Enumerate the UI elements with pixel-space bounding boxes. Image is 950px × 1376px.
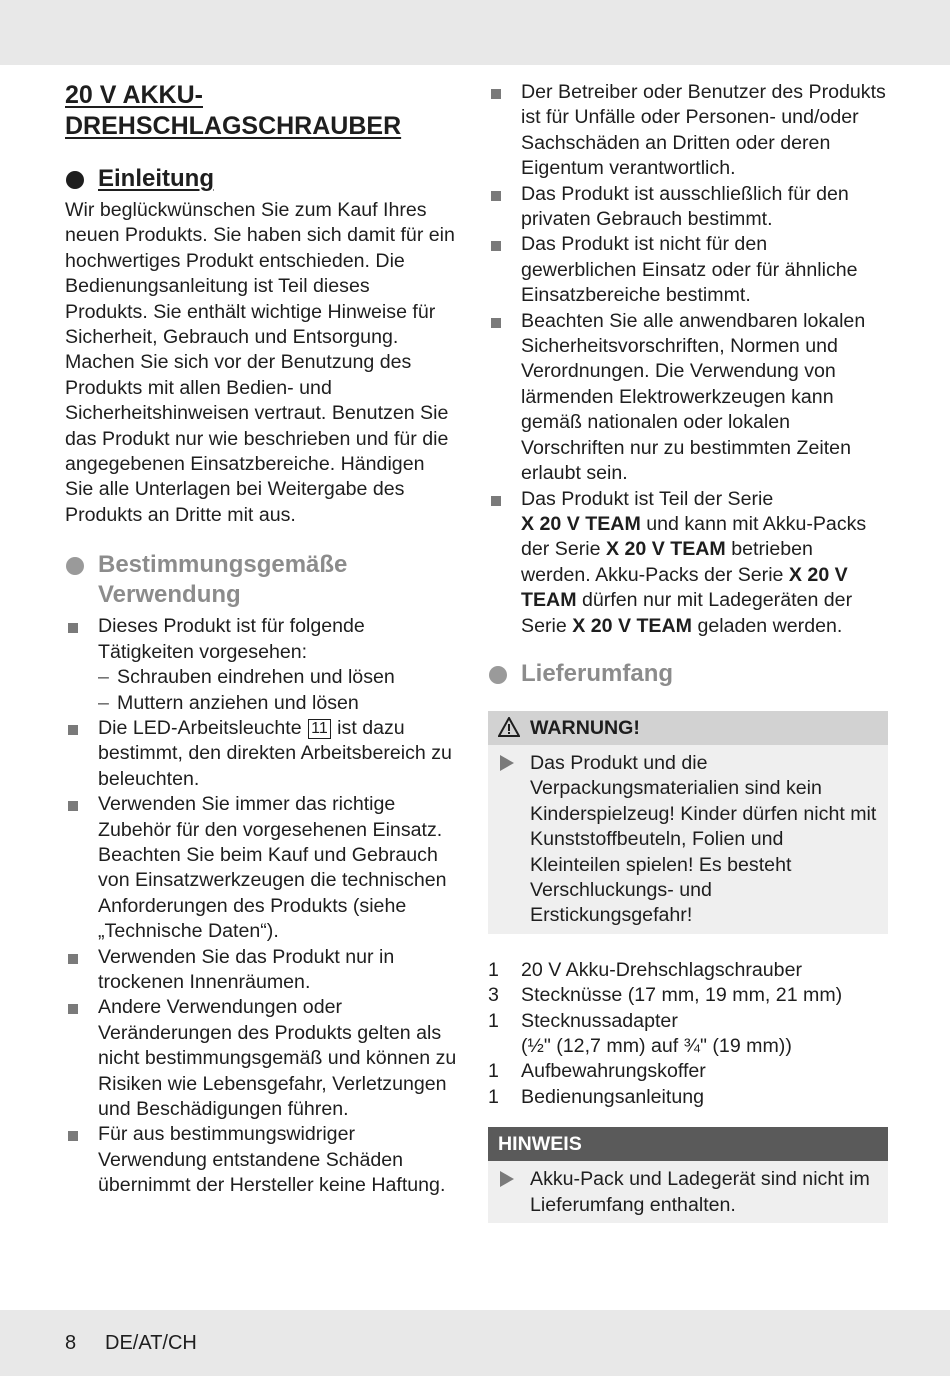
- contents-item: 1 Bedienungsanleitung: [488, 1085, 705, 1108]
- section-bullet-icon: [66, 171, 84, 189]
- contents-item: 1 Stecknussadapter (½" (12,7 mm) auf ¾" (19 mm)): [488, 1009, 888, 1060]
- section-heading-line2: Verwendung: [98, 581, 241, 609]
- warning-triangle-icon: [498, 717, 520, 737]
- section-heading-line1: Bestimmungsgemäße: [98, 551, 348, 579]
- section-heading-text: Einleitung: [98, 165, 214, 192]
- page-number: 8: [65, 1332, 77, 1354]
- adapter-detail: (½" (12,7 mm) auf ¾" (19 mm)): [521, 1035, 792, 1057]
- section-heading-einleitung: [65, 164, 457, 194]
- square-bullet-icon: [68, 725, 78, 735]
- warning-box: [488, 711, 888, 934]
- document-title-line1: 20 V AKKU-: [65, 81, 203, 109]
- series-name: X 20 V TEAM: [521, 512, 641, 535]
- warning-label: WARNUNG!: [530, 716, 640, 739]
- arrow-right-icon: [500, 1171, 514, 1187]
- einleitung-paragraph: Wir beglückwünschen Sie zum Kauf Ihres neuen Produkts. Sie haben sich damit für ein hochwertiges Produkt entschieden. Die Bedienungsanleitung ist Teil dieses Produkts. Sie enthält wichtige Hinweise für Sicherheit, Gebrauch und Entsorgung. Machen Sie sich vor der Benutzung des Produkts mit allen Bedien- und Sicherheitshinweisen vertraut. Benutzen Sie das Produkt nur wie beschrieben und für die angegebenen Einsatzbereiche. Händigen Sie alle Unterlagen bei Weitergabe des Produkts an Dritte mit aus.: [65, 199, 455, 526]
- document-title-line2: DREHSCHLAGSCHRAUBER: [65, 112, 402, 140]
- part-number-box: 11: [308, 719, 331, 739]
- square-bullet-icon: [491, 191, 501, 201]
- square-bullet-icon: [491, 241, 501, 251]
- bestimmung-list: [65, 614, 457, 1198]
- arrow-right-icon: [500, 755, 514, 771]
- square-bullet-icon: [68, 954, 78, 964]
- list-item: Der Betreiber oder Benutzer des Produkts ist für Unfälle oder Personen- und/oder Sachschäden an Dritten oder deren Eigentum verantwortlich.: [488, 80, 888, 182]
- list-item: Das Produkt ist Teil der Serie X 20 V TEAM und kann mit Akku-Packs der Serie X 20 V TEAM betrieben werden. Akku-Packs der Serie X 20 V TEAM dürfen nur mit Ladegeräten der Serie X 20 V TEAM geladen werden.: [488, 487, 888, 639]
- hinweis-box: [488, 1127, 888, 1223]
- section-heading-bestimmung: [65, 550, 457, 610]
- contents-item: 1 Aufbewahrungskoffer: [488, 1060, 706, 1083]
- warning-header: [488, 711, 888, 745]
- list-item: Verwenden Sie das Produkt nur in trockenen Innenräumen.: [65, 945, 457, 996]
- list-item: Beachten Sie alle anwendbaren lokalen Sicherheitsvorschriften, Normen und Verordnungen. Die Verwendung von lärmenden Elektrowerkzeugen kann gemäß nationalen oder lokalen Vorschriften nur zu bestimmten Zeiten erlaubt sein.: [488, 309, 888, 487]
- series-name: X 20 V TEAM: [572, 614, 692, 637]
- warning-body: Das Produkt und die Verpackungsmaterialien sind kein Kinderspielzeug! Kinder dürfen nicht mit Kunststoffbeuteln, Folien und Kleinteilen spielen! Es besteht Verschluckungs- und Erstickungsgefahr!: [488, 745, 888, 934]
- list-item: Die LED-Arbeitsleuchte 11 ist dazu bestimmt, den direkten Arbeitsbereich zu beleuchten.: [65, 716, 457, 792]
- safety-list: [488, 80, 888, 639]
- hinweis-header: HINWEIS: [488, 1127, 888, 1161]
- list-item: Das Produkt ist ausschließlich für den privaten Gebrauch bestimmt.: [488, 182, 888, 233]
- series-name: X 20 V TEAM: [521, 563, 848, 612]
- series-name: X 20 V TEAM: [605, 538, 726, 561]
- square-bullet-icon: [68, 623, 78, 633]
- dash-icon: –: [98, 691, 109, 714]
- dash-item: – Schrauben eindrehen und lösen: [98, 665, 457, 690]
- list-item: Andere Verwendungen oder Veränderungen des Produkts gelten als nicht bestimmungsgemäß und können zu Risiken wie Lebensgefahr, Verletzungen und Beschädigungen führen.: [65, 995, 457, 1122]
- contents-list: [488, 958, 888, 1110]
- left-column: [65, 80, 457, 1199]
- dash-item: – Muttern anziehen und lösen: [98, 691, 457, 716]
- document-title: [65, 80, 457, 142]
- section-bullet-icon: [489, 666, 507, 684]
- square-bullet-icon: [491, 318, 501, 328]
- right-column: [488, 80, 888, 1223]
- country-codes: DE/AT/CH: [105, 1332, 197, 1354]
- list-item: Dieses Produkt ist für folgende Tätigkeiten vorgesehen: – Schrauben eindrehen und lösen – Muttern anziehen und lösen: [65, 614, 457, 716]
- square-bullet-icon: [491, 496, 501, 506]
- page-footer: [0, 1310, 950, 1376]
- contents-item: 1 20 V Akku-Drehschlagschrauber: [488, 958, 802, 981]
- top-margin-band: [0, 0, 950, 65]
- section-bullet-icon: [66, 557, 84, 575]
- square-bullet-icon: [491, 89, 501, 99]
- section-heading-text: Lieferumfang: [521, 659, 674, 687]
- list-item: Verwenden Sie immer das richtige Zubehör für den vorgesehenen Einsatz. Beachten Sie beim Kauf und Gebrauch von Einsatzwerkzeugen die technischen Anforderungen des Produkts (siehe „Technische Daten“).: [65, 792, 457, 944]
- square-bullet-icon: [68, 801, 78, 811]
- square-bullet-icon: [68, 1131, 78, 1141]
- square-bullet-icon: [68, 1004, 78, 1014]
- dash-icon: –: [98, 666, 109, 689]
- section-heading-lieferumfang: [488, 659, 888, 689]
- list-item: Das Produkt ist nicht für den gewerblichen Einsatz oder für ähnliche Einsatzbereiche bestimmt.: [488, 232, 888, 308]
- contents-item: 3 Stecknüsse (17 mm, 19 mm, 21 mm): [488, 984, 843, 1007]
- hinweis-body: Akku-Pack und Ladegerät sind nicht im Lieferumfang enthalten.: [488, 1161, 888, 1223]
- list-item: Für aus bestimmungswidriger Verwendung entstandene Schäden übernimmt der Hersteller keine Haftung.: [65, 1122, 457, 1198]
